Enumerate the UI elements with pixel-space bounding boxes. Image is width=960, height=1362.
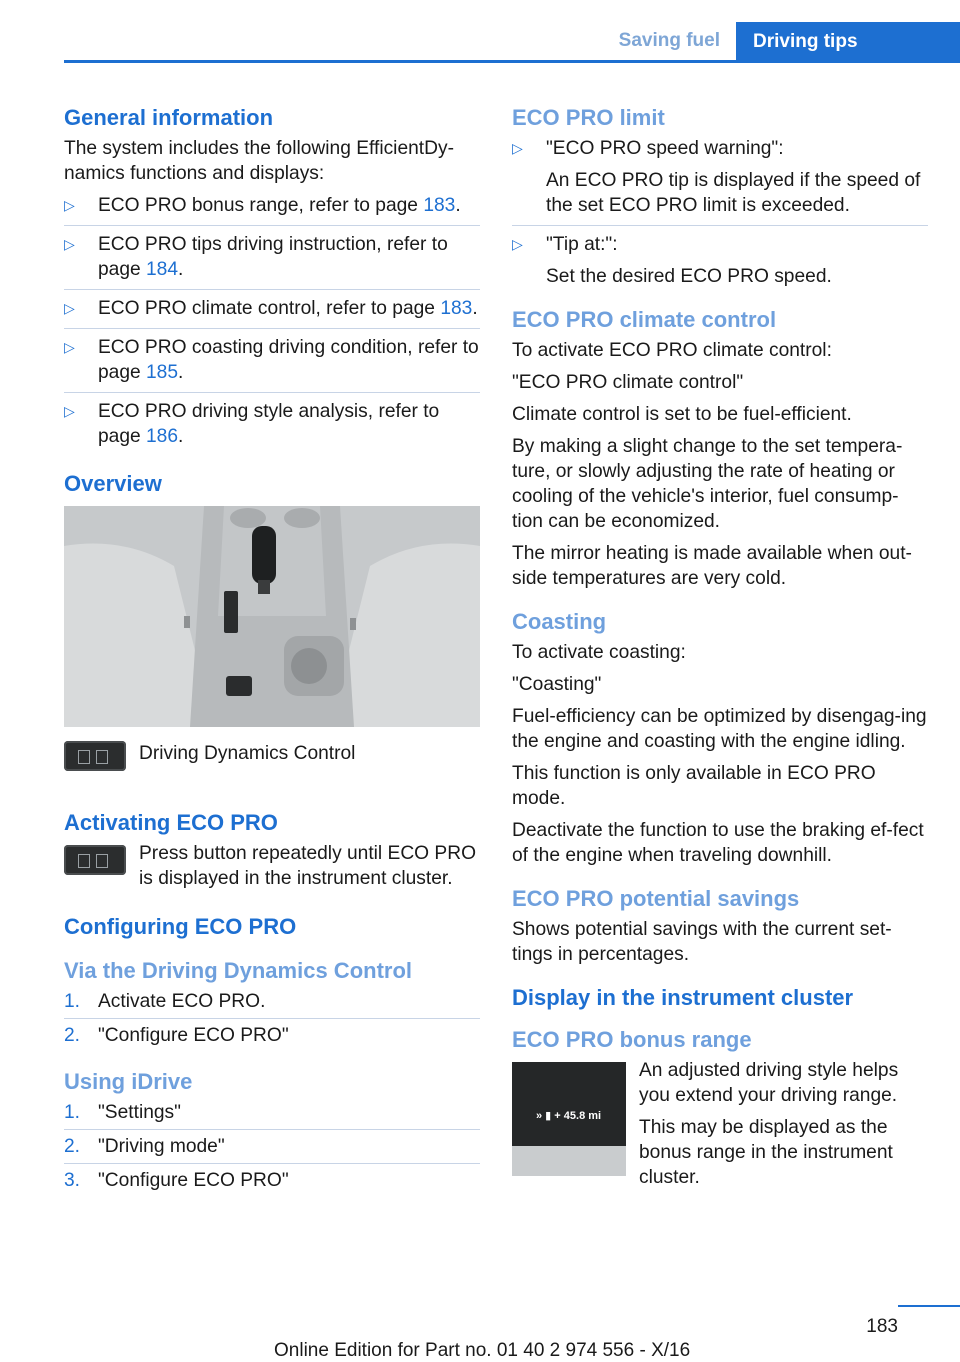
page-link[interactable]: 185	[146, 362, 179, 383]
divider	[64, 1018, 480, 1019]
edition-note: Online Edition for Part no. 01 40 2 974 556 - X/16	[274, 1340, 691, 1361]
triangle-bullet-icon: ▷	[64, 339, 75, 355]
list-item: ▷ "Tip at:": Set the desired ECO PRO speed.	[512, 234, 832, 287]
paragraph: Deactivate the function to use the braking ef-fect of the engine when traveling downhill.	[512, 820, 924, 866]
paragraph: Fuel-efficiency can be optimized by disengag-ing the engine and coasting with the engine idling.	[512, 706, 927, 752]
page-link[interactable]: 183	[440, 298, 473, 319]
idrive-steps-list	[64, 1100, 480, 1193]
display-instrument-cluster-heading: Display in the instrument cluster	[512, 985, 854, 1010]
list-item: 3. "Configure ECO PRO"	[64, 1170, 289, 1191]
triangle-bullet-icon: ▷	[64, 403, 75, 419]
list-item: 2. "Configure ECO PRO"	[64, 1025, 289, 1046]
center-console-photo	[64, 506, 480, 727]
coasting-heading: Coasting	[512, 609, 607, 634]
paragraph: This may be displayed as the bonus range in the instrument cluster.	[639, 1117, 893, 1188]
left-column	[64, 104, 480, 1193]
list-item: 1. "Settings"	[64, 1102, 181, 1123]
bonus-range-value: » ▮ + 45.8 mi	[536, 1110, 602, 1122]
bonus-range-heading: ECO PRO bonus range	[512, 1027, 752, 1052]
activating-row	[64, 841, 480, 891]
page-number: 183	[866, 1316, 898, 1337]
list-item: ▷ ECO PRO climate control, refer to page 183.	[64, 298, 478, 319]
paragraph: By making a slight change to the set tempera-ture, or slowly adjusting the rate of heating or cooling of the vehicle's interior, fuel consump-tion can be economized.	[512, 436, 903, 532]
driving-dynamics-control-button-icon	[64, 741, 126, 771]
paragraph: "Coasting"	[512, 674, 602, 695]
triangle-bullet-icon: ▷	[512, 140, 523, 156]
center-console-illustration	[64, 506, 480, 727]
activating-text: Press button repeatedly until ECO PRO is displayed in the instrument cluster.	[139, 843, 477, 889]
page-link[interactable]: 186	[146, 426, 179, 447]
page-link[interactable]: 184	[146, 259, 179, 280]
paragraph: The mirror heating is made available when out-side temperatures are very cold.	[512, 543, 912, 589]
paragraph: To activate coasting:	[512, 642, 686, 663]
divider	[64, 328, 480, 329]
triangle-bullet-icon: ▷	[64, 300, 75, 316]
list-item: ▷ ECO PRO bonus range, refer to page 183.	[64, 195, 461, 216]
eco-pro-limit-heading: ECO PRO limit	[512, 105, 665, 130]
tab-driving-tips[interactable]: Driving tips	[736, 22, 960, 60]
general-intro: The system includes the following EfficientDy-namics functions and displays:	[64, 138, 454, 184]
overview-heading: Overview	[64, 471, 162, 496]
paragraph: Shows potential savings with the current set-tings in percentages.	[512, 919, 892, 965]
page-footer	[0, 1300, 960, 1362]
divider	[64, 392, 480, 393]
footer-rule	[898, 1305, 960, 1307]
paragraph: To activate ECO PRO climate control:	[512, 340, 832, 361]
list-item: ▷ ECO PRO driving style analysis, refer to page 186.	[64, 401, 440, 447]
potential-savings-heading: ECO PRO potential savings	[512, 886, 800, 911]
right-column	[512, 104, 928, 1188]
instrument-cluster-display-image	[512, 1062, 626, 1176]
triangle-bullet-icon: ▷	[64, 236, 75, 252]
via-ddc-heading: Via the Driving Dynamics Control	[64, 958, 413, 983]
activating-eco-pro-heading: Activating ECO PRO	[64, 810, 278, 835]
divider	[64, 289, 480, 290]
ddc-caption-row	[64, 741, 480, 781]
paragraph: "ECO PRO climate control"	[512, 372, 744, 393]
bonus-range-block	[512, 1058, 928, 1188]
divider	[64, 1163, 480, 1164]
list-item: 1. Activate ECO PRO.	[64, 991, 266, 1012]
list-item: ▷ ECO PRO tips driving instruction, refer to page 184.	[64, 234, 448, 280]
function-bullet-list	[64, 193, 480, 449]
page-header	[64, 0, 960, 62]
overview-caption: Driving Dynamics Control	[139, 743, 356, 764]
list-item: ▷ "ECO PRO speed warning": An ECO PRO tip is displayed if the speed of the set ECO PRO limit is exceeded.	[512, 138, 921, 216]
divider	[64, 225, 480, 226]
divider	[64, 1129, 480, 1130]
tab-saving-fuel[interactable]: Saving fuel	[618, 30, 720, 51]
general-information-heading: General information	[64, 105, 274, 130]
via-steps-list	[64, 989, 480, 1048]
paragraph: An adjusted driving style helps you extend your driving range.	[639, 1060, 899, 1106]
configuring-eco-pro-heading: Configuring ECO PRO	[64, 914, 297, 939]
list-item: ▷ ECO PRO coasting driving condition, refer to page 185.	[64, 337, 479, 383]
page-link[interactable]: 183	[423, 195, 456, 216]
triangle-bullet-icon: ▷	[512, 236, 523, 252]
paragraph: Climate control is set to be fuel-efficient.	[512, 404, 852, 425]
divider	[512, 225, 928, 226]
list-item: 2. "Driving mode"	[64, 1136, 225, 1157]
paragraph: This function is only available in ECO PRO mode.	[512, 763, 876, 809]
driving-dynamics-control-button-icon	[64, 845, 126, 875]
triangle-bullet-icon: ▷	[64, 197, 75, 213]
climate-control-heading: ECO PRO climate control	[512, 307, 777, 332]
header-rule	[64, 60, 960, 63]
using-idrive-heading: Using iDrive	[64, 1069, 193, 1094]
